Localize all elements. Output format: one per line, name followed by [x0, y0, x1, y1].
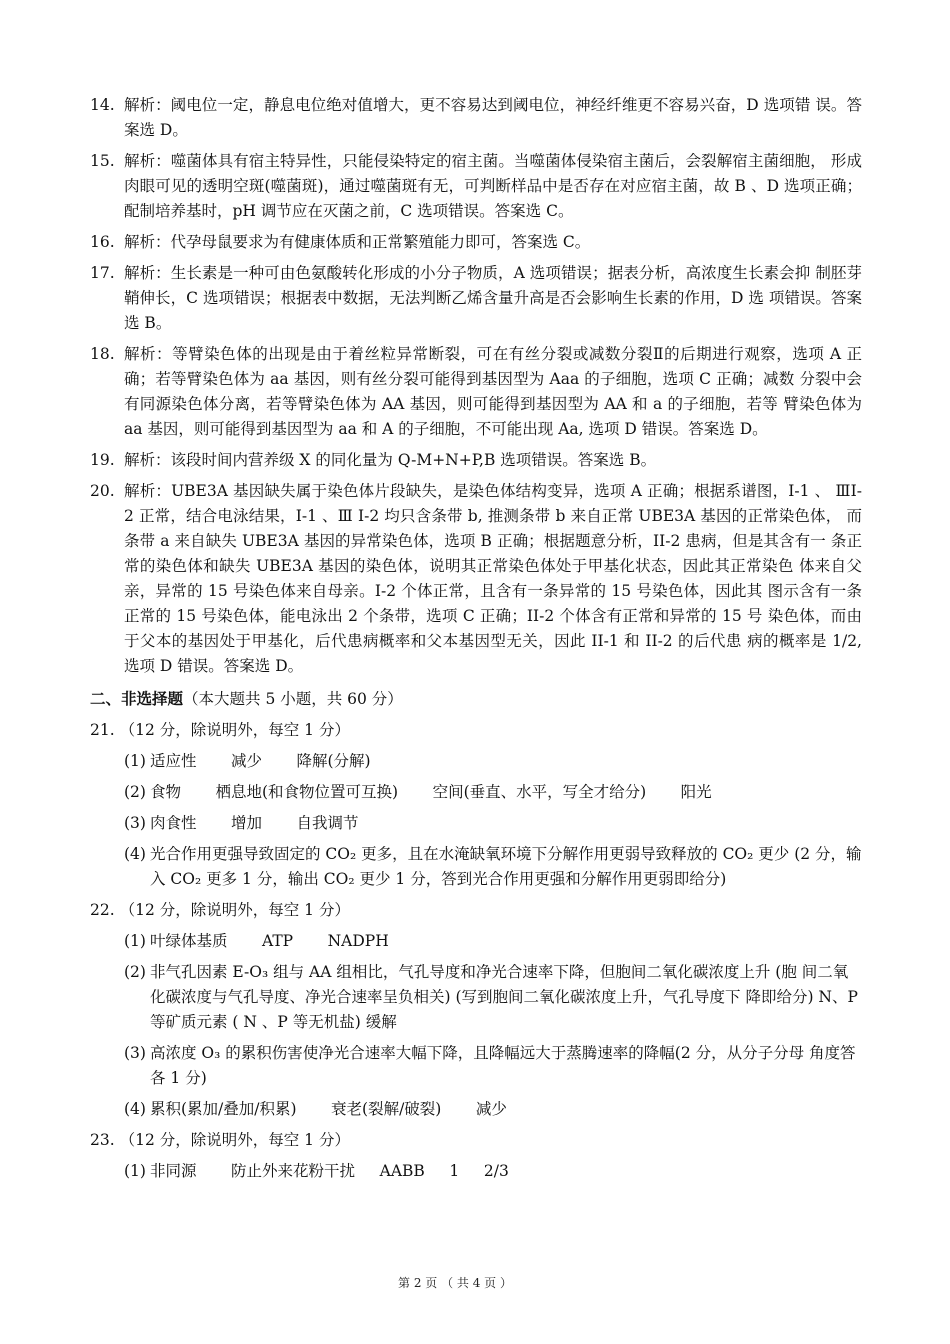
- q22-answer-3: [124, 1041, 862, 1091]
- answer-text: 叶绿体基质 ATP NADPH: [150, 932, 389, 950]
- question-23-heading: 23. （12 分，除说明外，每空 1 分）: [90, 1131, 350, 1149]
- item-number: 17.: [90, 264, 115, 282]
- answer-text: 累积(累加/叠加/积累) 衰老(裂解/破裂) 减少: [150, 1100, 507, 1118]
- q21-answer-2: [124, 780, 862, 805]
- q22-answer-4: [124, 1097, 862, 1122]
- answer-text: 非同源 防止外来花粉干扰 AABB 1 2/3: [150, 1162, 509, 1180]
- item-number: 18.: [90, 345, 115, 363]
- q22-answer-1: [124, 929, 862, 954]
- answer-14: [90, 93, 862, 143]
- answer-label: (2): [124, 963, 146, 981]
- item-number: 14.: [90, 96, 115, 114]
- answer-label: (3): [124, 814, 146, 832]
- item-text: 解析：UBE3A 基因缺失属于染色体片段缺失，是染色体结构变异，选项 A 正确；根据系谱图，I-1 、 ⅢI-2 正常，结合电泳结果，I-1 、Ⅲ I-2 均只含条带 b, 推测条带 b 来自正常 UBE3A 基因的正常染色体， 而条带 a 来自缺失 UBE3A 基因的异常染色体，选项 B 正确；根据题意分析，II-2 患病，但是其含有一 条正常的染色体和缺失 UBE3A 基因的染色体，说明其正常染色体处于甲基化状态，因此其正常染色 体来自父亲，异常的 15 号染色体来自母亲。I-2 个体正常，且含有一条异常的 15 号染色体，因此其 图示含有一条正常的 15 号染色体，能电泳出 2 个条带，选项 C 正确；II-2 个体含有正常和异常的 15 号 染色体，而由于父本的基因处于甲基化，后代患病概率和父本基因型无关，因此 II-1 和 II-2 的后代患 病的概率是 1/2, 选项 D 错误。答案选 D。: [124, 482, 862, 675]
- item-text: 解析：代孕母鼠要求为有健康体质和正常繁殖能力即可，答案选 C。: [124, 233, 591, 251]
- answer-text: 食物 栖息地(和食物位置可互换) 空间(垂直、水平，写全才给分) 阳光: [150, 783, 712, 801]
- answer-text: 适应性 减少 降解(分解): [150, 752, 371, 770]
- answer-text: 非气孔因素 E-O₃ 组与 AA 组相比，气孔导度和净光合速率下降，但胞间二氧化碳浓度上升 (胞 间二氧化碳浓度与气孔导度、净光合速率呈负相关) (写到胞间二氧化碳浓度上升，气孔导度下 降即给分) N、P 等矿质元素 ( N 、P 等无机盐) 缓解: [150, 963, 858, 1031]
- item-number: 16.: [90, 233, 115, 251]
- answer-16: [90, 230, 862, 255]
- section-title: 二、非选择题: [90, 690, 184, 708]
- answer-text: 高浓度 O₃ 的累积伤害使净光合速率大幅下降，且降幅远大于蒸腾速率的降幅(2 分，从分子分母 角度答各 1 分): [150, 1044, 856, 1087]
- q22-answer-2: [124, 960, 862, 1035]
- answer-label: (1): [124, 932, 146, 950]
- answer-18: [90, 342, 862, 442]
- item-text: 解析：等臂染色体的出现是由于着丝粒异常断裂，可在有丝分裂或减数分裂Ⅱ的后期进行观察，选项 A 正确；若等臂染色体为 aa 基因，则有丝分裂可能得到基因型为 Aaa 的子细胞，选项 C 正确；减数 分裂中会有同源染色体分离，若等臂染色体为 AA 基因，则可能得到基因型为 AA 和 a 的子细胞，若等 臂染色体为 aa 基因，则可能得到基因型为 aa 和 A 的子细胞，不可能出现 Aa, 选项 D 错误。答案选 D。: [124, 345, 862, 438]
- answer-label: (3): [124, 1044, 146, 1062]
- answer-label: (4): [124, 1100, 146, 1118]
- answer-label: (4): [124, 845, 146, 863]
- q23-answer-1: [124, 1159, 862, 1184]
- answer-label: (2): [124, 783, 146, 801]
- answer-20: [90, 479, 862, 679]
- section-heading: [90, 687, 862, 712]
- answer-text: 光合作用更强导致固定的 CO₂ 更多，且在水淹缺氧环境下分解作用更弱导致释放的 CO₂ 更少 (2 分，输入 CO₂ 更多 1 分，输出 CO₂ 更少 1 分，答到光合作用更强和分解作用更弱即给分): [150, 845, 862, 888]
- q21-answer-3: [124, 811, 862, 836]
- item-number: 20.: [90, 482, 115, 500]
- item-number: 15.: [90, 152, 115, 170]
- section-note: （本大题共 5 小题，共 60 分）: [183, 690, 403, 708]
- item-number: 19.: [90, 451, 115, 469]
- q21-answer-4: [124, 842, 862, 892]
- answer-17: [90, 261, 862, 336]
- question-21-heading: 21. （12 分，除说明外，每空 1 分）: [90, 721, 350, 739]
- question-22-heading: 22. （12 分，除说明外，每空 1 分）: [90, 901, 350, 919]
- answer-text: 肉食性 增加 自我调节: [150, 814, 359, 832]
- answer-label: (1): [124, 1162, 146, 1180]
- item-text: 解析：噬菌体具有宿主特异性，只能侵染特定的宿主菌。当噬菌体侵染宿主菌后，会裂解宿主菌细胞， 形成肉眼可见的透明空斑(噬菌斑)，通过噬菌斑有无，可判断样品中是否存在对应宿主菌，故 B 、D 选项正确；配制培养基时，pH 调节应在灭菌之前，C 选项错误。答案选 C。: [124, 152, 862, 220]
- page-footer: 第 2 页 （ 共 4 页 ）: [398, 1276, 512, 1290]
- answer-19: [90, 448, 862, 473]
- answer-15: [90, 149, 862, 224]
- item-text: 解析：生长素是一种可由色氨酸转化形成的小分子物质，A 选项错误；据表分析，高浓度生长素会抑 制胚芽鞘伸长，C 选项错误；根据表中数据，无法判断乙烯含量升高是否会影响生长素的作用，D 选 项错误。答案选 B。: [124, 264, 862, 332]
- item-text: 解析：阈电位一定，静息电位绝对值增大，更不容易达到阈电位，神经纤维更不容易兴奋，D 选项错 误。答案选 D。: [124, 96, 862, 139]
- item-text: 解析：该段时间内营养级 X 的同化量为 Q-M+N+P,B 选项错误。答案选 B。: [124, 451, 657, 469]
- answer-sheet: [90, 93, 862, 1190]
- answer-label: (1): [124, 752, 146, 770]
- q21-answer-1: [124, 749, 862, 774]
